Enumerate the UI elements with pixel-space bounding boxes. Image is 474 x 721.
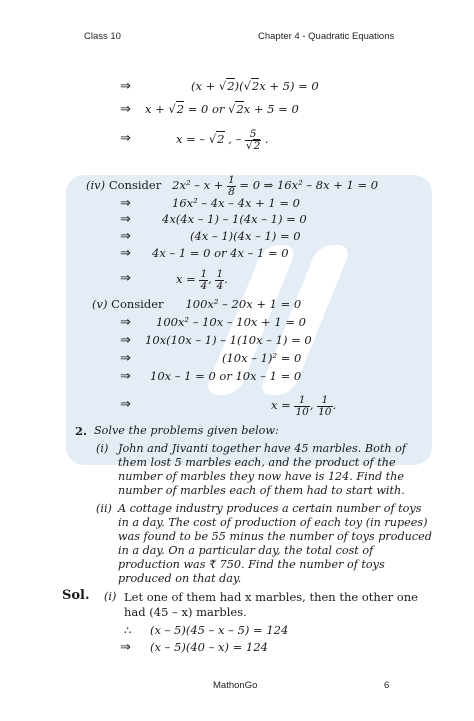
question-text: in a day. On a particular day, the total cost of bbox=[118, 544, 374, 557]
consider-line: (v) Consider 100x² – 20x + 1 = 0 bbox=[92, 297, 302, 311]
consider-line: (iv) Consider 2x² – x + $\frac{1}{8}$ = 0 ⇒ 16x² – 8x + 1 = 0 bbox=[86, 173, 379, 198]
question-text: A cottage industry produces a certain number of toys bbox=[118, 502, 422, 515]
equation-line: (x – 5)(40 – x) = 124 bbox=[150, 640, 268, 654]
implies-arrow: ⇒ bbox=[120, 397, 131, 412]
implies-arrow: ⇒ bbox=[120, 315, 131, 330]
footer-brand: MathonGo bbox=[213, 680, 258, 691]
implies-arrow: ⇒ bbox=[120, 131, 131, 146]
equation-line: (4x – 1)(4x – 1) = 0 bbox=[190, 229, 301, 243]
equation-line: (x – 5)(45 – x – 5) = 124 bbox=[150, 623, 289, 637]
question-title: Solve the problems given below: bbox=[94, 424, 279, 437]
subquestion-label: (ii) bbox=[96, 502, 112, 515]
subquestion-label: (i) bbox=[96, 442, 109, 455]
equation-line: (10x – 1)² = 0 bbox=[222, 351, 302, 365]
equation-line: 10x(10x – 1) – 1(10x – 1) = 0 bbox=[145, 333, 312, 347]
implies-arrow: ⇒ bbox=[120, 351, 131, 366]
question-text: was found to be 55 minus the number of toys produced bbox=[118, 530, 432, 543]
subquestion-label: (i) bbox=[104, 590, 117, 603]
implies-arrow: ⇒ bbox=[120, 271, 131, 286]
therefore-symbol: ∴ bbox=[124, 623, 132, 637]
page-number: 6 bbox=[384, 680, 390, 691]
solution-text: had (45 – x) marbles. bbox=[124, 605, 247, 619]
solution-label: Sol. bbox=[62, 588, 90, 603]
question-number: 2. bbox=[75, 424, 88, 438]
equation-line: 10x – 1 = 0 or 10x – 1 = 0 bbox=[150, 369, 302, 383]
equation-line: x = – √2 , – $\frac{5}{√2}$ . bbox=[176, 127, 269, 152]
question-text: production was ₹ 750. Find the number of toys bbox=[118, 558, 385, 571]
solution-text: Let one of them had x marbles, then the other one bbox=[124, 590, 418, 604]
question-text: number of marbles they now have is 124. Find the bbox=[118, 470, 404, 483]
answer-line: x = $\frac{1}{10}$ , $\frac{1}{10}$ . bbox=[271, 393, 337, 418]
equation-line: x + √2 = 0 or √2x + 5 = 0 bbox=[145, 102, 299, 116]
question-text: produced on that day. bbox=[118, 572, 242, 585]
implies-arrow: ⇒ bbox=[120, 640, 131, 655]
question-text: number of marbles each of them had to start with. bbox=[118, 484, 405, 497]
implies-arrow: ⇒ bbox=[120, 212, 131, 227]
equation-line: 4x(4x – 1) – 1(4x – 1) = 0 bbox=[162, 212, 307, 226]
header-class: Class 10 bbox=[84, 31, 121, 42]
question-text: them lost 5 marbles each, and the product of the bbox=[118, 456, 396, 469]
equation-line: 100x² – 10x – 10x + 1 = 0 bbox=[156, 315, 306, 329]
implies-arrow: ⇒ bbox=[120, 246, 131, 261]
implies-arrow: ⇒ bbox=[120, 369, 131, 384]
implies-arrow: ⇒ bbox=[120, 196, 131, 211]
implies-arrow: ⇒ bbox=[120, 102, 131, 117]
equation-line: 4x – 1 = 0 or 4x – 1 = 0 bbox=[152, 246, 289, 260]
answer-line: x = $\frac{1}{4}$ , $\frac{1}{4}$ . bbox=[176, 267, 228, 292]
header-chapter: Chapter 4 - Quadratic Equations bbox=[258, 31, 395, 42]
implies-arrow: ⇒ bbox=[120, 229, 131, 244]
question-text: John and Jivanti together have 45 marbles. Both of bbox=[118, 442, 407, 455]
equation-line: 16x² – 4x – 4x + 1 = 0 bbox=[172, 196, 300, 210]
implies-arrow: ⇒ bbox=[120, 79, 131, 94]
question-text: in a day. The cost of production of each toy (in rupees) bbox=[118, 516, 428, 529]
equation-line: (x + √2)(√2x + 5) = 0 bbox=[191, 79, 319, 93]
implies-arrow: ⇒ bbox=[120, 333, 131, 348]
